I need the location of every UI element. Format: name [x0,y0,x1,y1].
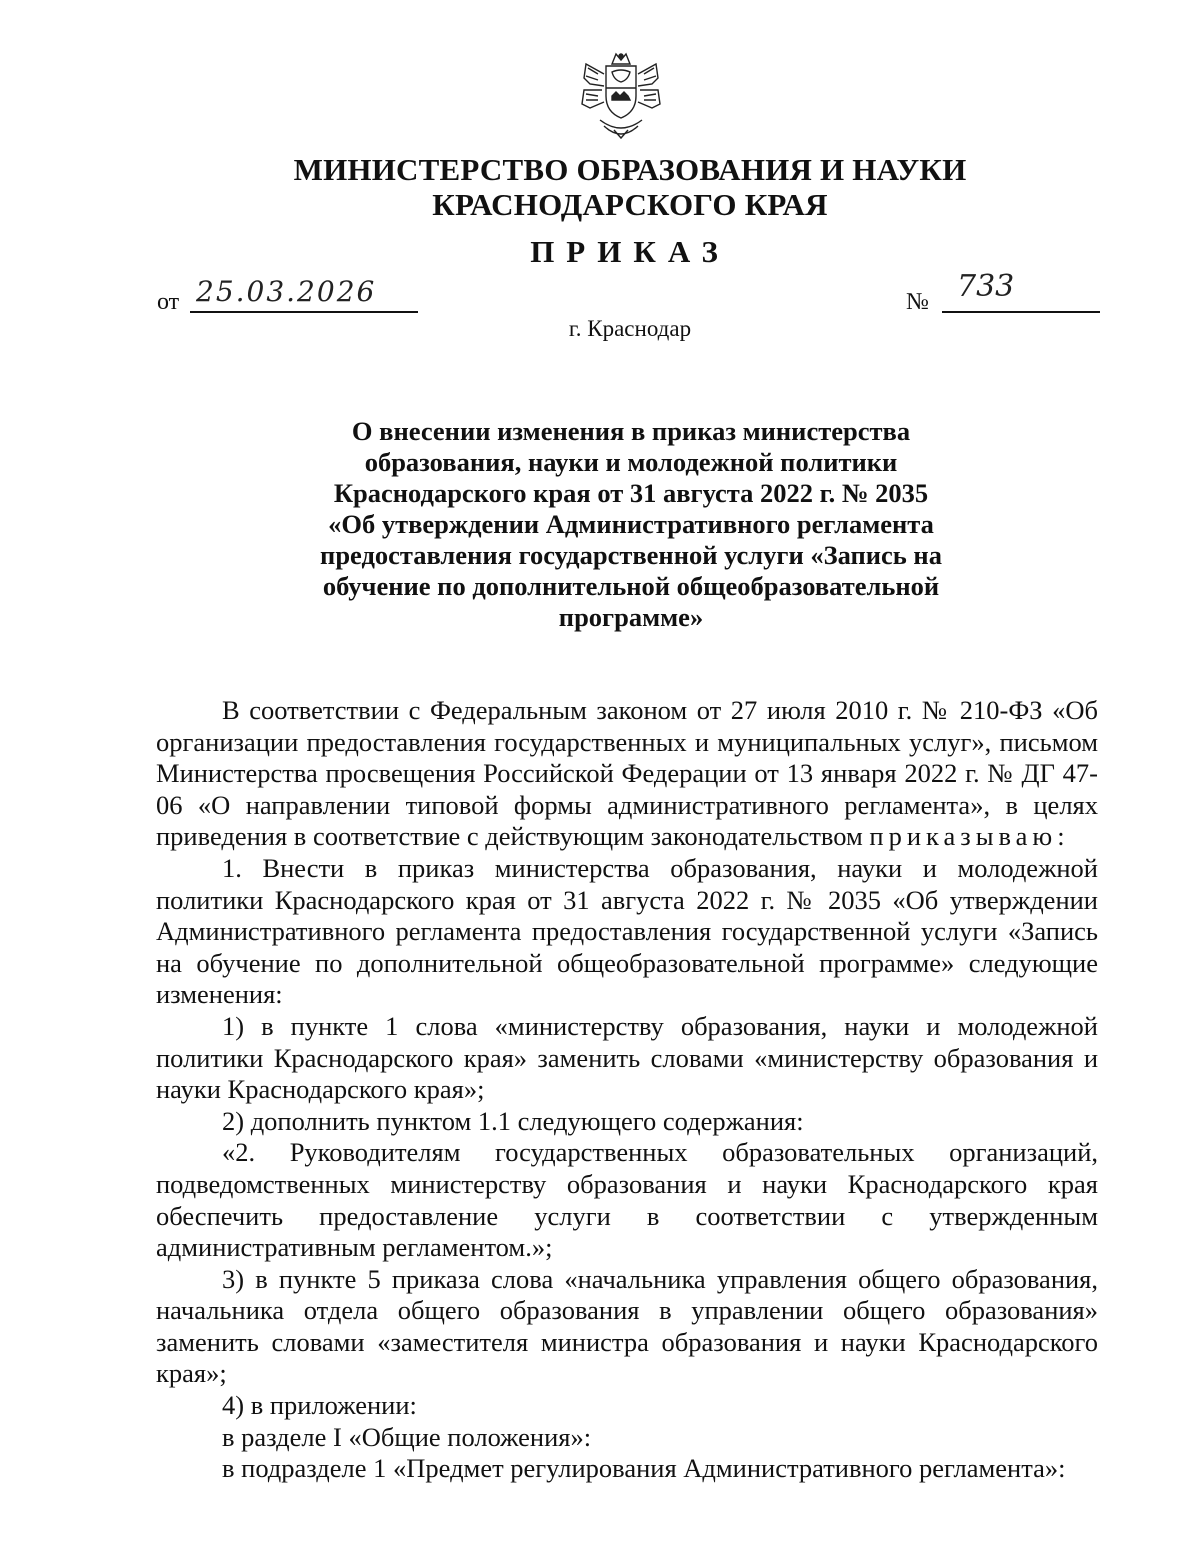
date-number-row [0,269,1200,315]
preamble-text: В соответствии с Федеральным законом от 27 июля 2010 г. № 210-ФЗ «Об организации предоставления государственных и муниципальных услуг», письмом Министерства просвещения Российской Федерации от 13 января 2022 г. № ДГ 47-06 «О направлении типовой формы административного регламента», в целях приведения в соответствие с действующим законодательством [156,695,1098,852]
document-subject [240,416,1022,633]
ministry-name-line-2: КРАСНОДАРСКОГО КРАЯ [432,187,828,222]
handwritten-number: 733 [957,269,1015,304]
subject-line: обучение по дополнительной общеобразовательной [322,571,940,601]
body-paragraph: 1) в пункте 1 слова «министерству образования, науки и молодежной политики Краснодарского края» заменить словами «министерству образования и науки Краснодарского края»; [156,1010,1098,1105]
coat-of-arms-icon [576,50,666,142]
body-paragraph: в подразделе 1 «Предмет регулирования Административного регламента»: [222,1453,1066,1484]
subject-line: образования, науки и молодежной политики [364,447,898,477]
body-paragraph: в разделе I «Общие положения»: [222,1421,592,1452]
subject-line: Краснодарского края от 31 августа 2022 г. № 2035 [333,478,929,508]
number-underline [942,311,1100,313]
order-word: приказываю: [869,821,1070,852]
body-paragraph: 2) дополнить пунктом 1.1 следующего содержания: [222,1105,804,1136]
ministry-name-line-1: МИНИСТЕРСТВО ОБРАЗОВАНИЯ И НАУКИ [293,152,967,187]
body-paragraph: 1. Внести в приказ министерства образования, науки и молодежной политики Краснодарского края от 31 августа 2022 г. № 2035 «Об утверждении Административного регламента предоставления государственной услуги «Запись на обучение по дополнительной общеобразовательной программе» следующие изменения: [156,852,1098,1010]
subject-line: программе» [558,602,704,632]
date-underline [190,311,418,313]
ministry-name [0,152,1200,222]
number-prefix: № [906,289,929,315]
subject-line: О внесении изменения в приказ министерства [351,416,911,446]
handwritten-date: 25.03.2026 [196,275,377,308]
body-paragraph: 3) в пункте 5 приказа слова «начальника управления общего образования, начальника отдела общего образования в управлении общего образования» заменить словами «заместителя министра образования и науки Краснодарского края»; [156,1263,1098,1389]
body-paragraph-preamble [156,695,1098,853]
city: г. Краснодар [568,316,692,341]
document-body [156,695,1098,1485]
body-paragraph: «2. Руководителям государственных образовательных организаций, подведомственных министерству образования и науки Краснодарского края обеспечить предоставление услуги в соответствии с утвержденным административным регламентом.»; [156,1137,1098,1263]
subject-line: предоставления государственной услуги «Запись на [320,540,942,570]
document-type: ПРИКАЗ [530,234,730,269]
body-paragraph: 4) в приложении: [222,1390,417,1421]
date-prefix: от [157,289,180,315]
subject-line: «Об утверждении Административного регламента [328,509,934,539]
